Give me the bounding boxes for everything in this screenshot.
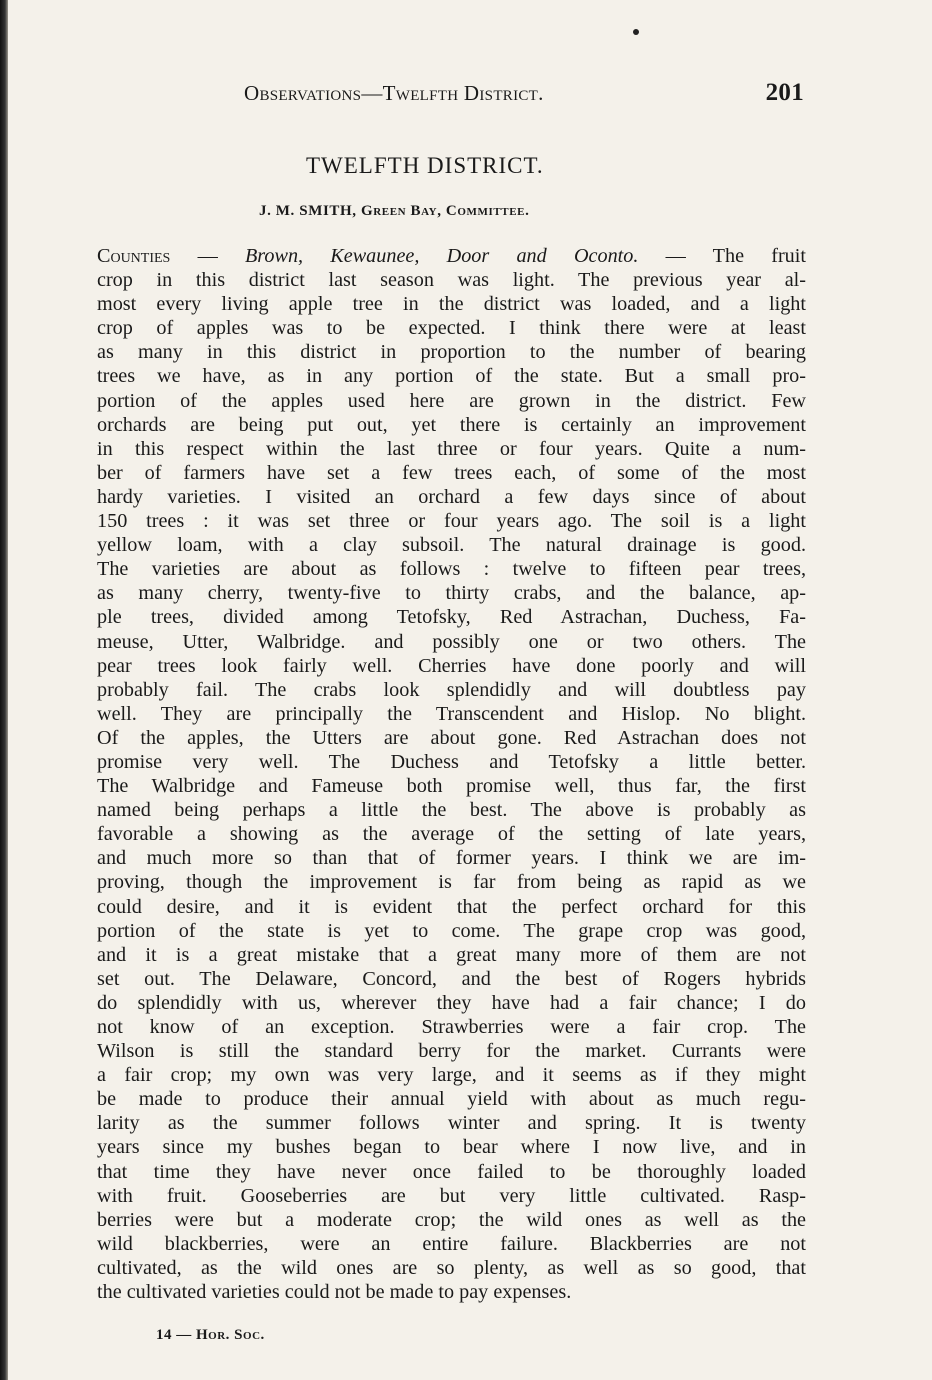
text-line: trees we have, as in any portion of the state. But a small pro-	[97, 365, 806, 388]
paragraph-first-line	[97, 244, 806, 268]
text-line: proving, though the improvement is far from being as rapid as we	[97, 871, 806, 894]
text-line: set out. The Delaware, Concord, and the best of Rogers hybrids	[97, 967, 806, 990]
counties-dash: —	[170, 245, 245, 267]
running-head-title: Observations—Twelfth District.	[244, 81, 544, 105]
counties-label: Counties	[97, 245, 171, 267]
text-line: probably fail. The crabs look splendidly and will doubtless pay	[97, 678, 806, 701]
text-line: years since my bushes began to bear where I now live, and in	[97, 1136, 806, 1159]
text-line: crop of apples was to be expected. I think there were at least	[97, 317, 806, 340]
text-line: berries were but a moderate crop; the wild ones as well as the	[97, 1208, 806, 1231]
text-line: The Walbridge and Fameuse both promise well, thus far, the first	[97, 775, 806, 798]
text-line: The varieties are about as follows : twelve to fifteen pear trees,	[97, 558, 806, 581]
text-line: meuse, Utter, Walbridge. and possibly one or two others. The	[97, 630, 806, 653]
text-line: orchards are being put out, yet there is certainly an improvement	[97, 413, 806, 436]
text-line: larity as the summer follows winter and spring. It is twenty	[97, 1112, 806, 1135]
text-line: named being perhaps a little the best. The above is probably as	[97, 799, 806, 822]
text-line: promise very well. The Duchess and Tetofsky a little better.	[97, 750, 806, 773]
first-line-rest: — The fruit	[638, 245, 806, 267]
text-line: well. They are principally the Transcendent and Hislop. No blight.	[97, 702, 806, 725]
text-line: do splendidly with us, wherever they have had a fair chance; I do	[97, 991, 806, 1014]
text-line: with fruit. Gooseberries are but very little cultivated. Rasp-	[97, 1184, 806, 1207]
text-line: ple trees, divided among Tetofsky, Red Astrachan, Duchess, Fa-	[97, 606, 806, 629]
text-line: and it is a great mistake that a great many more of them are not	[97, 943, 806, 966]
text-line: cultivated, as the wild ones are so plenty, as well as so good, that	[97, 1256, 806, 1279]
text-line: wild blackberries, were an entire failure. Blackberries are not	[97, 1232, 806, 1255]
text-line-last: the cultivated varieties could not be made to pay expenses.	[97, 1281, 572, 1304]
committee-line: J. M. SMITH, Green Bay, Committee.	[259, 203, 530, 219]
text-line: as many in this district in proportion to the number of bearing	[97, 341, 806, 364]
text-line: in this respect within the last three or four years. Quite a num-	[97, 437, 806, 460]
signature-mark: 14 — Hor. Soc.	[156, 1327, 265, 1343]
text-line: not know of an exception. Strawberries were a fair crop. The	[97, 1016, 806, 1038]
text-line: hardy varieties. I visited an orchard a few days since of about	[97, 485, 806, 508]
body-paragraph	[97, 244, 806, 1304]
text-line: Wilson is still the standard berry for the market. Currants were	[97, 1040, 806, 1063]
page-binding-edge	[0, 0, 8, 1380]
text-line: portion of the state is yet to come. The grape crop was good,	[97, 919, 806, 942]
section-title: TWELFTH DISTRICT.	[306, 153, 544, 178]
counties-list: Brown, Kewaunee, Door and Oconto.	[244, 245, 639, 267]
text-line: portion of the apples used here are grown in the district. Few	[97, 389, 806, 412]
text-line: most every living apple tree in the district was loaded, and a light	[97, 293, 806, 316]
text-line: Of the apples, the Utters are about gone. Red Astrachan does not	[97, 726, 806, 749]
text-line: ber of farmers have set a few trees each, of some of the most	[97, 461, 806, 484]
text-line: yellow loam, with a clay subsoil. The natural drainage is good.	[97, 534, 806, 557]
text-line: pear trees look fairly well. Cherries have done poorly and will	[97, 654, 806, 677]
text-line: a fair crop; my own was very large, and it seems as if they might	[97, 1064, 806, 1087]
text-line: that time they have never once failed to be thoroughly loaded	[97, 1160, 806, 1183]
text-line: 150 trees : it was set three or four years ago. The soil is a light	[97, 510, 806, 533]
ink-speck	[633, 29, 639, 35]
text-line: crop in this district last season was light. The previous year al-	[97, 269, 806, 292]
text-line: favorable a showing as the average of the setting of late years,	[97, 823, 806, 846]
text-line: be made to produce their annual yield with about as much regu-	[97, 1088, 806, 1111]
text-line: as many cherry, twenty-five to thirty crabs, and the balance, ap-	[97, 582, 806, 605]
running-head	[244, 81, 804, 113]
text-line: could desire, and it is evident that the perfect orchard for this	[97, 895, 806, 918]
text-line: and much more so than that of former years. I think we are im-	[97, 847, 806, 870]
page-number: 201	[765, 79, 804, 106]
